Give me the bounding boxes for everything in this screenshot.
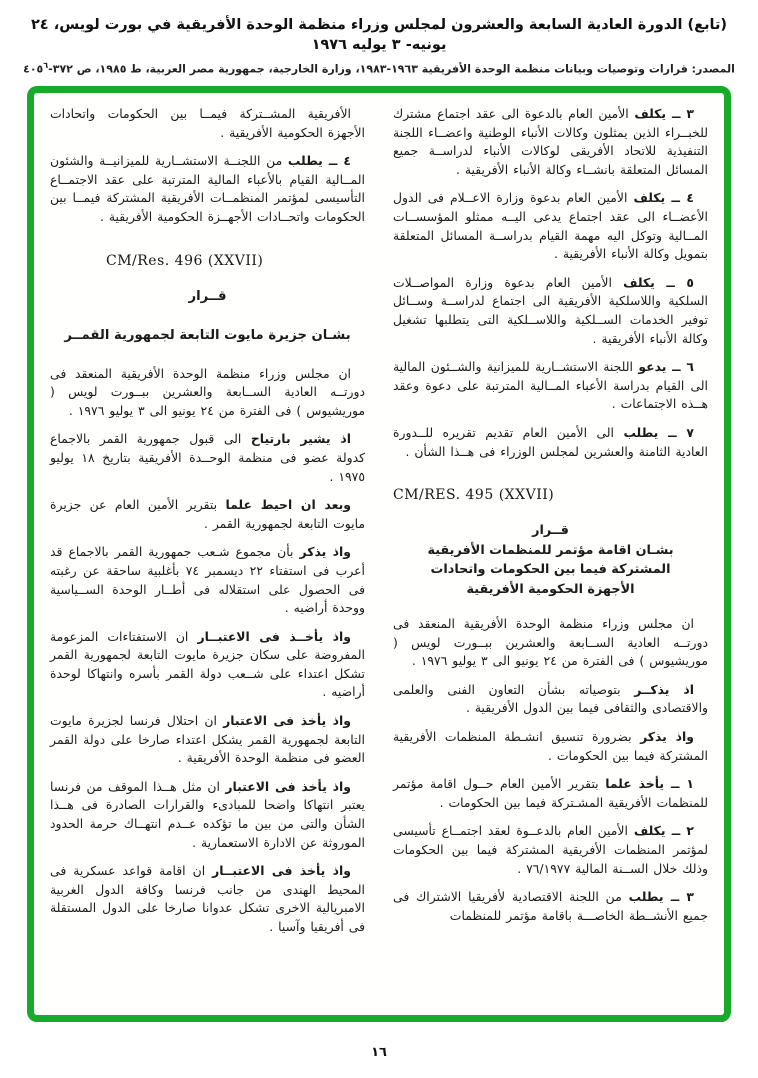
paragraph-text: بتوصياته بشأن التعاون الفنى والعلمى والاقتصادى والثقافى فيما بين الدول الأفريقية . [393, 681, 708, 716]
paragraph-text: ان مجلس وزراء منظمة الوحدة الأفريقية المنعقد فى دورتــه العادية الســابعة والعشرين ببــورت لويس ( موريشيوس ) فى الفترة من ٢٤ يونيو الى ٣ يوليو ١٩٧٦ . [393, 616, 708, 669]
resolution-heading-line: المشتركة فيما بين الحكومات واتحادات [430, 562, 671, 578]
resolution-paragraph [50, 365, 365, 421]
session-title: (تابع) الدورة العادية السابعة والعشرون لمجلس وزراء منظمة الوحدة الأفريقية في بورت لويس، ٢٤ يونيه- ٣ يوليه ١٩٧٦ [30, 17, 728, 53]
paragraph-text: ان الاستفتاءات المزعومة المفروضة على سكان جزيرة مايوت التابعة لجمهورية القمر تشكل اعتداء على شــعب دولة القمر بأسره وانتهاكا لوحدة أراضيه . [50, 628, 365, 700]
left-column [50, 105, 365, 1005]
paragraph-lead: ٧ ــ يطلب [623, 424, 694, 440]
source-citation [14, 61, 744, 76]
resolution-paragraph [50, 543, 365, 617]
paragraph-text: الأمين العام بالدعــوة لعقد اجتمــاع تأسيسى لمؤتمر المنظمات الأفريقية المشتركة فيما بين الحكومات وذلك خلال الســنة المالية ٧٦/١٩٧٧ . [393, 823, 708, 876]
resolution-paragraph [50, 105, 365, 142]
resolution-paragraph [50, 430, 365, 486]
paragraph-lead: واذ يذكر [299, 544, 351, 560]
resolution-paragraph [393, 822, 708, 878]
resolution-paragraph [393, 424, 708, 461]
paragraph-text: الأمين العام بدعوة وزارة الاعــلام فى الدول الأعضــاء الى عقد اجتماع يدعى اليــه ممثلو المؤسســات المــالية وتوكل اليه مهمة القيام بدراســة المسائل المتعلقة بتمويل وكالة الأنباء الأفريقية . [393, 190, 708, 262]
resolution-paragraph [50, 152, 365, 226]
paragraph-text: الأفريقية المشــتركة فيمــا بين الحكومات واتحادات الأجهزة الحكومية الأفريقية . [50, 106, 365, 140]
resolution-reference-495: CM/RES. 495 (XXVII) [393, 487, 555, 504]
paragraph-lead: ٦ ــ يدعو [638, 359, 694, 375]
resolution-496-title: قــرار [188, 288, 227, 304]
resolution-paragraph [393, 888, 708, 925]
paragraph-lead: ٤ ــ يكلف [633, 190, 694, 206]
paragraph-lead: ٣ ــ يطلب [628, 889, 694, 905]
resolution-paragraph [50, 712, 365, 768]
paragraph-lead: ٥ ــ يكلف [623, 274, 694, 290]
resolution-paragraph [393, 728, 708, 765]
paragraph-lead: وبعد ان احيط علما [225, 497, 351, 513]
green-border-frame [27, 86, 731, 1022]
resolution-495-heading [393, 521, 708, 599]
paragraph-text: الى قبول جمهورية القمر بالاجماع كدولة عضو فى منظمة الوحــدة الأفريقية بتاريخ ١٨ يوليو ١٩٧٥ . [50, 431, 365, 484]
source-citation-text: المصدر: قرارات وتوصيات وبيانات منظمة الوحدة الأفريقية ١٩٦٣-١٩٨٣، وزارة الخارجية، جمهورية مصر العربية، ط ١٩٨٥، ص ٣٧٢-٤٠٥ [23, 62, 735, 76]
document-header [0, 0, 758, 82]
resolution-paragraph [50, 862, 365, 936]
paragraph-text: الى الأمين العام تقديم تقريره للــدورة العادية الثامنة والعشرين لمجلس الوزراء فى هــذا الشأن . [393, 424, 708, 459]
paragraph-lead: ٣ ــ يكلف [634, 106, 694, 121]
source-footnote-mark: ٦ [43, 61, 49, 71]
paragraph-lead: واذ يأخــذ فى الاعتبــار [197, 628, 351, 644]
paragraph-text: بتقرير الأمين العام حــول اقامة مؤتمر للمنظمات الأفريقية المشـتركة فيما بين الحكومات . [393, 776, 708, 810]
paragraph-text: اللجنة الاستشــارية للميزانية والشــئون المالية الى القيام بدراسة الأعباء المــالية المترتبة على دعوة وعقد هــذه الاجتماعات . [393, 359, 708, 412]
resolution-496-subject: بشـان جزيرة مايوت التابعة لجمهورية القمــر [64, 327, 351, 343]
resolution-paragraph [393, 775, 708, 812]
paragraph-text: من اللجنــة الاستشــارية للميزانيــة والشئون المــالية القيام بالأعباء المالية المترتبة على عقد الاجتمــاع التأسيسى لمؤتمر المنظمــات الأفريقية المشتركة فيمــا بين الحكومات واتحــادات الأجهــزة الحكومية الأفريقية . [50, 153, 365, 224]
resolution-heading-line: بشـان اقامة مؤتمر للمنظمات الأفريقية [427, 542, 674, 558]
paragraph-text: الأمين العام بدعوة وزارة المواصــلات السلكية واللاسلكية الأفريقية الى اجتماع لدراســة وســائل توفير الخدمات الســلكية واللاســلكية التى يتطلبها تشغيل وكالة الأنباء الأفريقية . [393, 274, 708, 346]
paragraph-text: ان مجلس وزراء منظمة الوحدة الأفريقية المنعقد فى دورتــه العادية الســابعة والعشرين ببــورت لويس ( موريشيوس ) فى الفترة من ٢٤ يونيو الى ٣ يوليو ١٩٧٦ . [50, 365, 365, 418]
paragraph-lead: واذ يذكر [640, 729, 694, 745]
paragraph-lead: ١ ــ يأخذ علما [605, 776, 694, 792]
paragraph-text: بضرورة تنسيق انشـطة المنظمات الأفريقية المشتركة فيما بين الحكومات . [393, 729, 708, 763]
paragraph-lead: واذ يأخذ فى الاعتبار [225, 778, 351, 794]
resolution-paragraph [393, 358, 708, 414]
paragraph-lead: ٤ ــ يطلب [287, 153, 351, 169]
paragraph-text: ان احتلال فرنسا لجزيرة مايوت التابعة لجمهورية القمر يشكل اعتداء صارخا على دولة القمر العضو فى منظمة الوحدة الأفريقية . [50, 713, 365, 766]
paragraph-lead: ٢ ــ يكلف [633, 823, 694, 839]
page-number: ١٦ [371, 1045, 387, 1060]
resolution-paragraph [393, 189, 708, 263]
paragraph-text: الأمين العام بالدعوة الى عقد اجتماع مشترك للخبــراء الذين يمثلون وكالات الأنباء الوطنية واعضــاء اللجنة التنفيذية للاتحاد الأفريقى لوكالات الأنباء لدراســة جميع المسائل المتعلقة بانشــاء وكالة الأنباء الأفريقية . [393, 106, 708, 177]
paragraph-text: بتقرير الأمين العام عن جزيرة مايوت التابعة لجمهورية القمر . [50, 497, 365, 531]
paragraph-lead: واذ يأخذ فى الاعتبــار [212, 863, 351, 879]
resolution-paragraph [393, 105, 708, 179]
paragraph-text: ان اقامة قواعد عسكرية فى المحيط الهندى من جانب فرنسا وكافة الدول الغربية الامبريالية الاخرى تشكل عدوانا صارخا على الدول المستقلة فى أفريقيا وآسيا . [50, 863, 365, 934]
paragraph-lead: اذ يشير بارتياح [250, 431, 351, 447]
resolution-reference-496: CM/Res. 496 (XXVII) [106, 252, 264, 269]
resolution-heading-line: الأجهزة الحكومية الأفريقية [466, 581, 635, 597]
resolution-paragraph [393, 615, 708, 671]
right-column [393, 105, 708, 1005]
paragraph-text: من اللجنة الاقتصادية لأفريقيا الاشتراك فى جميع الأنشــطة الخاصـــة باقامة مؤتمر للمنظمات [393, 889, 708, 923]
paragraph-lead: واذ يأخذ فى الاعتبار [223, 713, 351, 729]
resolution-paragraph [50, 496, 365, 533]
resolution-heading-line: قــرار [532, 523, 569, 539]
resolution-paragraph [50, 778, 365, 852]
resolution-paragraph [393, 681, 708, 718]
paragraph-lead: اذ يذكــر [634, 681, 694, 697]
paragraph-text: ان مثل هــذا الموقف من فرنسا يعتبر انتهاكا واضحا للمبادىء والقرارات الصادرة فى هــذا الشأن والتى من بين ما تؤكده عــدم انتهــاك حرمة الحدود الموروثة عن الادارة الاستعمارية . [50, 778, 365, 850]
resolution-paragraph [50, 628, 365, 702]
paragraph-text: بأن مجموع شـعب جمهورية القمر بالاجماع قد أعرب فى استفتاء ٢٢ ديسمبر ٧٤ بأغلبية ساحقة عن رغبته فى الحصول على استقلاله فى أطــار الوحدة الســياسية ووحدة أراضيه . [50, 544, 366, 616]
resolution-paragraph [393, 274, 708, 348]
